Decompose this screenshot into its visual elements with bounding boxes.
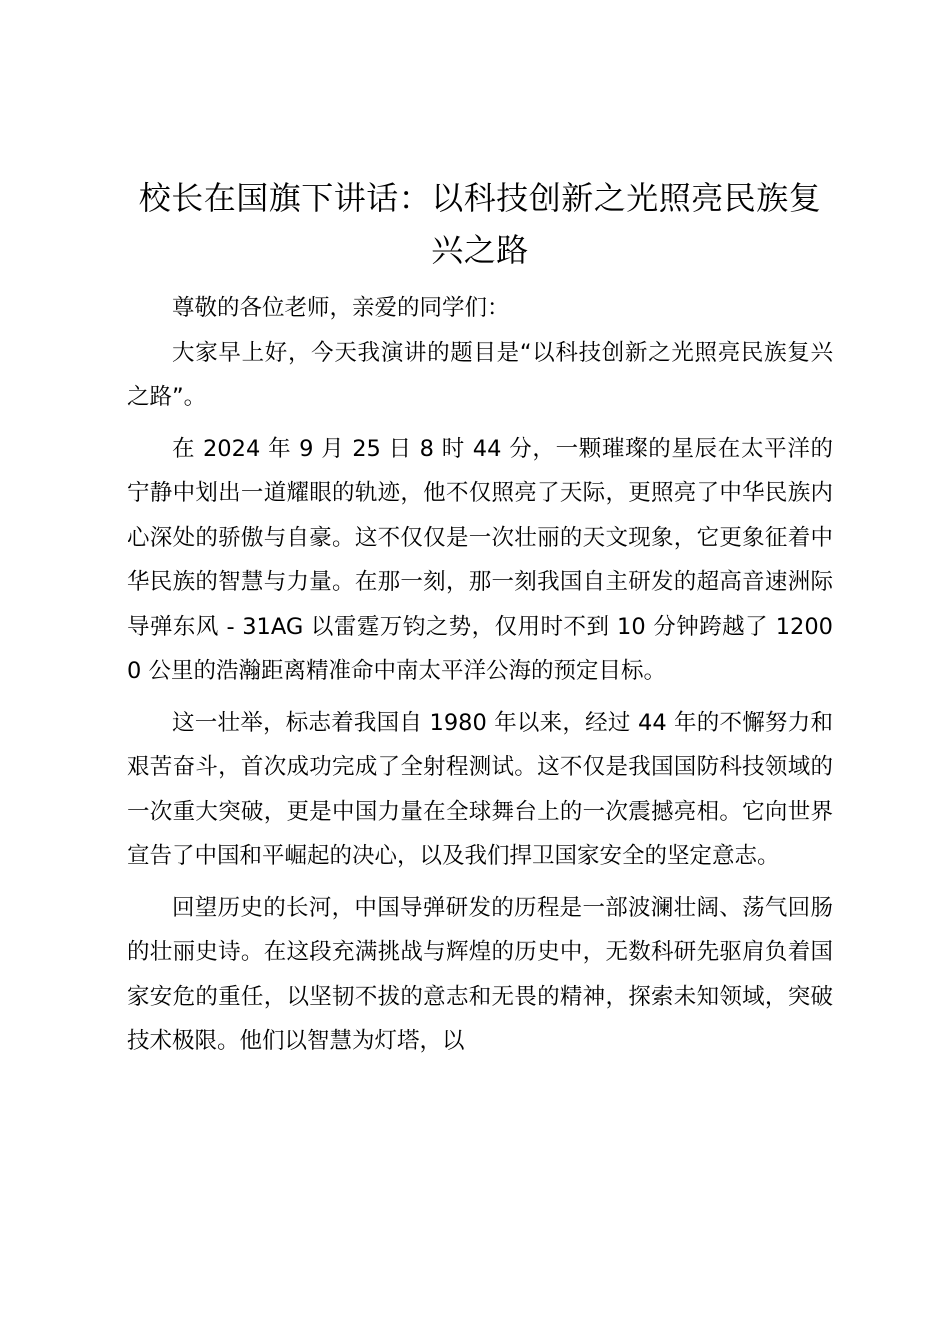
document-title: 校长在国旗下讲话：以科技创新之光照亮民族复兴之路	[138, 179, 822, 269]
document-body	[127, 172, 833, 1071]
paragraph-launch-event: 在 2024 年 9 月 25 日 8 时 44 分，一颗璀璨的星辰在太平洋的宁静中划出一道耀眼的轨迹，他不仅照亮了天际，更照亮了中华民族内心深处的骄傲与自豪。这不仅仅是一次壮丽的天文现象，它更象征着中华民族的智慧与力量。在那一刻，那一刻我国自主研发的超高音速洲际导弹东风 - 31AG 以雷霆万钧之势，仅用时不到 10 分钟跨越了 12000 公里的浩瀚距离精准命中南太平洋公海的预定目标。	[127, 435, 833, 684]
paragraph-salutation: 尊敬的各位老师，亲爱的同学们：	[172, 295, 510, 321]
paragraph-greeting: 大家早上好，今天我演讲的题目是“以科技创新之光照亮民族复兴之路”。	[127, 339, 833, 410]
paragraph-history: 回望历史的长河，中国导弹研发的历程是一部波澜壮阔、荡气回肠的壮丽史诗。在这段充满挑战与辉煌的历史中，无数科研先驱肩负着国家安危的重任，以坚韧不拔的意志和无畏的精神，探索未知领域，突破技术极限。他们以智慧为灯塔，以	[127, 894, 833, 1054]
paragraph-milestone: 这一壮举，标志着我国自 1980 年以来，经过 44 年的不懈努力和艰苦奋斗，首次成功完成了全射程测试。这不仅是我国国防科技领域的一次重大突破，更是中国力量在全球舞台上的一次震撼亮相。它向世界宣告了中国和平崛起的决心，以及我们捍卫国家安全的坚定意志。	[127, 709, 833, 869]
